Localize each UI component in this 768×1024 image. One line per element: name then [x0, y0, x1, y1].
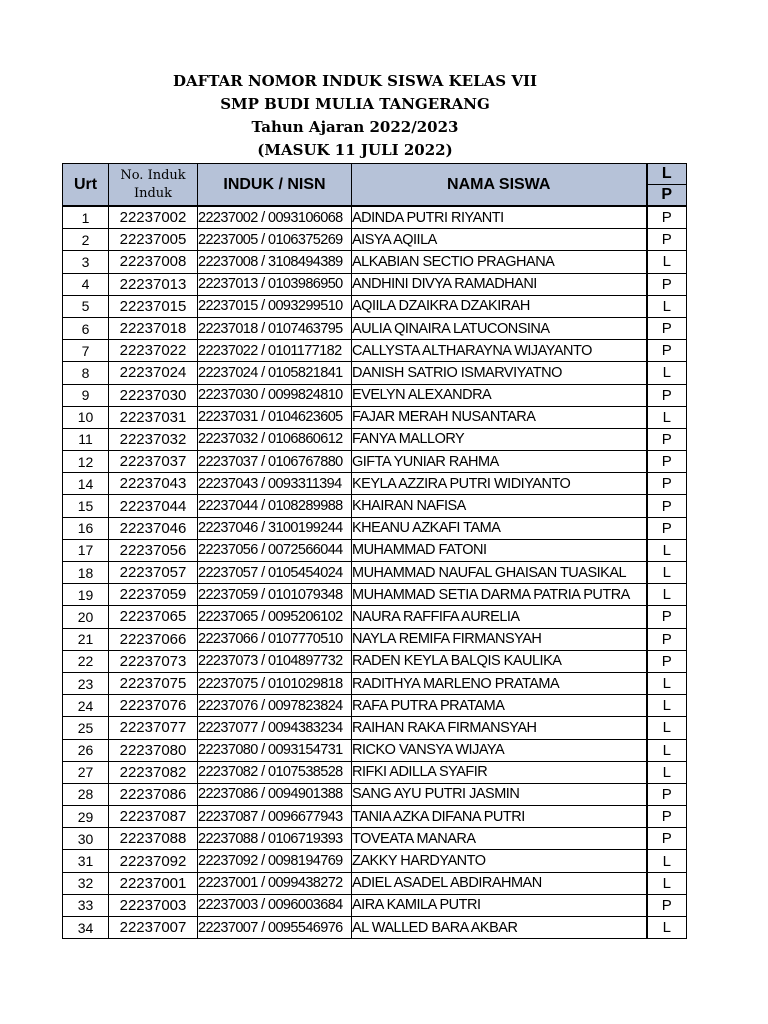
cell-no-induk: 22237076 [109, 695, 198, 717]
cell-urt: 15 [63, 495, 109, 517]
cell-no-induk: 22237075 [109, 672, 198, 694]
cell-no-induk: 22237046 [109, 517, 198, 539]
cell-nama-siswa: GIFTA YUNIAR RAHMA [352, 451, 647, 473]
cell-nama-siswa: SANG AYU PUTRI JASMIN [352, 783, 647, 805]
cell-no-induk: 22237065 [109, 606, 198, 628]
header-nama-siswa: NAMA SISWA [352, 164, 647, 207]
cell-urt: 23 [63, 672, 109, 694]
cell-induk-nisn: 22237059 / 0101079348 [198, 584, 352, 606]
cell-induk-nisn: 22237018 / 0107463795 [198, 317, 352, 339]
cell-no-induk: 22237056 [109, 539, 198, 561]
cell-no-induk: 22237003 [109, 894, 198, 916]
cell-nama-siswa: AULIA QINAIRA LATUCONSINA [352, 317, 647, 339]
cell-urt: 4 [63, 273, 109, 295]
cell-nama-siswa: DANISH SATRIO ISMARVIYATNO [352, 362, 647, 384]
cell-no-induk: 22237082 [109, 761, 198, 783]
cell-gender: P [647, 206, 687, 229]
table-row [63, 495, 687, 517]
title-line-4: (MASUK 11 JULI 2022) [257, 141, 453, 159]
cell-gender: L [647, 562, 687, 584]
cell-gender: P [647, 317, 687, 339]
cell-urt: 18 [63, 562, 109, 584]
cell-gender: P [647, 628, 687, 650]
cell-gender: L [647, 761, 687, 783]
cell-induk-nisn: 22237032 / 0106860612 [198, 428, 352, 450]
cell-urt: 21 [63, 628, 109, 650]
cell-no-induk: 22237001 [109, 872, 198, 894]
table-row [63, 739, 687, 761]
table-row [63, 473, 687, 495]
cell-nama-siswa: ADINDA PUTRI RIYANTI [352, 206, 647, 229]
cell-nama-siswa: CALLYSTA ALTHARAYNA WIJAYANTO [352, 340, 647, 362]
cell-no-induk: 22237073 [109, 650, 198, 672]
cell-gender: L [647, 362, 687, 384]
cell-induk-nisn: 22237073 / 0104897732 [198, 650, 352, 672]
cell-urt: 1 [63, 206, 109, 229]
cell-no-induk: 22237005 [109, 229, 198, 251]
cell-nama-siswa: RAFA PUTRA PRATAMA [352, 695, 647, 717]
cell-no-induk: 22237002 [109, 206, 198, 229]
cell-no-induk: 22237032 [109, 428, 198, 450]
table-row [63, 317, 687, 339]
cell-urt: 5 [63, 295, 109, 317]
cell-no-induk: 22237030 [109, 384, 198, 406]
cell-nama-siswa: EVELYN ALEXANDRA [352, 384, 647, 406]
cell-gender: P [647, 806, 687, 828]
table-row [63, 695, 687, 717]
cell-gender: L [647, 539, 687, 561]
cell-urt: 2 [63, 229, 109, 251]
table-row [63, 650, 687, 672]
cell-induk-nisn: 22237044 / 0108289988 [198, 495, 352, 517]
cell-nama-siswa: ZAKKY HARDYANTO [352, 850, 647, 872]
header-l: L [647, 164, 687, 185]
cell-no-induk: 22237057 [109, 562, 198, 584]
table-row [63, 206, 687, 229]
cell-gender: P [647, 517, 687, 539]
cell-induk-nisn: 22237008 / 3108494389 [198, 251, 352, 273]
cell-nama-siswa: MUHAMMAD NAUFAL GHAISAN TUASIKAL [352, 562, 647, 584]
student-table [62, 163, 687, 939]
table-row [63, 517, 687, 539]
cell-no-induk: 22237024 [109, 362, 198, 384]
cell-nama-siswa: RICKO VANSYA WIJAYA [352, 739, 647, 761]
cell-urt: 22 [63, 650, 109, 672]
cell-nama-siswa: ALKABIAN SECTIO PRAGHANA [352, 251, 647, 273]
table-row [63, 894, 687, 916]
cell-urt: 6 [63, 317, 109, 339]
header-urt: Urt [63, 164, 109, 207]
cell-gender: P [647, 340, 687, 362]
cell-induk-nisn: 22237092 / 0098194769 [198, 850, 352, 872]
cell-nama-siswa: AL WALLED BARA AKBAR [352, 917, 647, 939]
cell-gender: L [647, 695, 687, 717]
table-row [63, 251, 687, 273]
cell-no-induk: 22237008 [109, 251, 198, 273]
cell-induk-nisn: 22237080 / 0093154731 [198, 739, 352, 761]
table-row [63, 340, 687, 362]
cell-no-induk: 22237059 [109, 584, 198, 606]
cell-induk-nisn: 22237037 / 0106767880 [198, 451, 352, 473]
cell-urt: 27 [63, 761, 109, 783]
cell-induk-nisn: 22237046 / 3100199244 [198, 517, 352, 539]
cell-gender: L [647, 850, 687, 872]
cell-urt: 16 [63, 517, 109, 539]
cell-urt: 29 [63, 806, 109, 828]
cell-gender: P [647, 229, 687, 251]
cell-induk-nisn: 22237057 / 0105454024 [198, 562, 352, 584]
cell-gender: P [647, 495, 687, 517]
cell-no-induk: 22237092 [109, 850, 198, 872]
cell-nama-siswa: AQIILA DZAIKRA DZAKIRAH [352, 295, 647, 317]
table-row [63, 806, 687, 828]
cell-nama-siswa: NAYLA REMIFA FIRMANSYAH [352, 628, 647, 650]
cell-no-induk: 22237015 [109, 295, 198, 317]
cell-nama-siswa: RAIHAN RAKA FIRMANSYAH [352, 717, 647, 739]
table-row [63, 362, 687, 384]
cell-induk-nisn: 22237003 / 0096003684 [198, 894, 352, 916]
cell-urt: 34 [63, 917, 109, 939]
cell-gender: P [647, 783, 687, 805]
cell-nama-siswa: AISYA AQIILA [352, 229, 647, 251]
cell-urt: 7 [63, 340, 109, 362]
cell-gender: L [647, 295, 687, 317]
cell-urt: 24 [63, 695, 109, 717]
cell-urt: 31 [63, 850, 109, 872]
cell-urt: 26 [63, 739, 109, 761]
cell-no-induk: 22237086 [109, 783, 198, 805]
table-row [63, 384, 687, 406]
cell-induk-nisn: 22237024 / 0105821841 [198, 362, 352, 384]
cell-nama-siswa: FAJAR MERAH NUSANTARA [352, 406, 647, 428]
table-row [63, 628, 687, 650]
cell-urt: 17 [63, 539, 109, 561]
cell-urt: 12 [63, 451, 109, 473]
cell-urt: 11 [63, 428, 109, 450]
table-row [63, 295, 687, 317]
cell-gender: L [647, 584, 687, 606]
cell-urt: 20 [63, 606, 109, 628]
cell-induk-nisn: 22237075 / 0101029818 [198, 672, 352, 694]
table-row [63, 672, 687, 694]
cell-induk-nisn: 22237077 / 0094383234 [198, 717, 352, 739]
cell-nama-siswa: KHAIRAN NAFISA [352, 495, 647, 517]
cell-no-induk: 22237077 [109, 717, 198, 739]
header-no-induk: No. Induk Induk [109, 164, 198, 207]
title-line-3: Tahun Ajaran 2022/2023 [251, 118, 459, 136]
cell-induk-nisn: 22237013 / 0103986950 [198, 273, 352, 295]
cell-nama-siswa: KHEANU AZKAFI TAMA [352, 517, 647, 539]
table-row [63, 828, 687, 850]
cell-no-induk: 22237080 [109, 739, 198, 761]
cell-gender: P [647, 384, 687, 406]
cell-gender: P [647, 428, 687, 450]
cell-gender: L [647, 872, 687, 894]
cell-nama-siswa: RIFKI ADILLA SYAFIR [352, 761, 647, 783]
cell-no-induk: 22237031 [109, 406, 198, 428]
cell-nama-siswa: ANDHINI DIVYA RAMADHANI [352, 273, 647, 295]
table-row [63, 584, 687, 606]
cell-induk-nisn: 22237015 / 0093299510 [198, 295, 352, 317]
document-title-block [0, 70, 710, 162]
cell-induk-nisn: 22237031 / 0104623605 [198, 406, 352, 428]
cell-nama-siswa: RADEN KEYLA BALQIS KAULIKA [352, 650, 647, 672]
cell-gender: L [647, 406, 687, 428]
cell-nama-siswa: MUHAMMAD FATONI [352, 539, 647, 561]
cell-induk-nisn: 22237086 / 0094901388 [198, 783, 352, 805]
cell-gender: P [647, 828, 687, 850]
cell-induk-nisn: 22237002 / 0093106068 [198, 206, 352, 229]
cell-nama-siswa: KEYLA AZZIRA PUTRI WIDIYANTO [352, 473, 647, 495]
cell-no-induk: 22237037 [109, 451, 198, 473]
header-p: P [647, 185, 687, 207]
table-row [63, 273, 687, 295]
cell-nama-siswa: NAURA RAFFIFA AURELIA [352, 606, 647, 628]
cell-gender: P [647, 273, 687, 295]
cell-gender: L [647, 251, 687, 273]
cell-nama-siswa: AIRA KAMILA PUTRI [352, 894, 647, 916]
cell-induk-nisn: 22237065 / 0095206102 [198, 606, 352, 628]
cell-gender: P [647, 894, 687, 916]
cell-urt: 10 [63, 406, 109, 428]
cell-no-induk: 22237043 [109, 473, 198, 495]
cell-induk-nisn: 22237066 / 0107770510 [198, 628, 352, 650]
cell-gender: P [647, 606, 687, 628]
cell-no-induk: 22237007 [109, 917, 198, 939]
table-row [63, 562, 687, 584]
header-induk-nisn: INDUK / NISN [198, 164, 352, 207]
table-row [63, 783, 687, 805]
cell-nama-siswa: RADITHYA MARLENO PRATAMA [352, 672, 647, 694]
title-line-1: DAFTAR NOMOR INDUK SISWA KELAS VII [173, 72, 537, 90]
cell-urt: 8 [63, 362, 109, 384]
cell-no-induk: 22237018 [109, 317, 198, 339]
cell-urt: 30 [63, 828, 109, 850]
table-row [63, 428, 687, 450]
cell-gender: L [647, 917, 687, 939]
table-row [63, 606, 687, 628]
cell-urt: 14 [63, 473, 109, 495]
table-row [63, 229, 687, 251]
cell-no-induk: 22237044 [109, 495, 198, 517]
cell-urt: 33 [63, 894, 109, 916]
cell-urt: 9 [63, 384, 109, 406]
cell-nama-siswa: FANYA MALLORY [352, 428, 647, 450]
table-row [63, 761, 687, 783]
cell-gender: L [647, 717, 687, 739]
cell-induk-nisn: 22237076 / 0097823824 [198, 695, 352, 717]
cell-urt: 3 [63, 251, 109, 273]
cell-nama-siswa: ADIEL ASADEL ABDIRAHMAN [352, 872, 647, 894]
cell-gender: L [647, 672, 687, 694]
cell-urt: 25 [63, 717, 109, 739]
cell-induk-nisn: 22237022 / 0101177182 [198, 340, 352, 362]
title-line-2: SMP BUDI MULIA TANGERANG [220, 95, 490, 113]
table-row [63, 872, 687, 894]
cell-induk-nisn: 22237087 / 0096677943 [198, 806, 352, 828]
cell-nama-siswa: TOVEATA MANARA [352, 828, 647, 850]
table-row [63, 850, 687, 872]
cell-urt: 19 [63, 584, 109, 606]
cell-no-induk: 22237088 [109, 828, 198, 850]
table-row [63, 539, 687, 561]
cell-nama-siswa: MUHAMMAD SETIA DARMA PATRIA PUTRA [352, 584, 647, 606]
cell-urt: 32 [63, 872, 109, 894]
table-row [63, 406, 687, 428]
cell-nama-siswa: TANIA AZKA DIFANA PUTRI [352, 806, 647, 828]
cell-urt: 28 [63, 783, 109, 805]
cell-no-induk: 22237022 [109, 340, 198, 362]
table-row [63, 917, 687, 939]
cell-gender: P [647, 473, 687, 495]
cell-induk-nisn: 22237043 / 0093311394 [198, 473, 352, 495]
student-rows [63, 206, 687, 939]
cell-induk-nisn: 22237082 / 0107538528 [198, 761, 352, 783]
cell-gender: P [647, 650, 687, 672]
cell-induk-nisn: 22237056 / 0072566044 [198, 539, 352, 561]
cell-no-induk: 22237087 [109, 806, 198, 828]
cell-gender: P [647, 451, 687, 473]
cell-no-induk: 22237066 [109, 628, 198, 650]
table-row [63, 717, 687, 739]
table-row [63, 451, 687, 473]
cell-induk-nisn: 22237088 / 0106719393 [198, 828, 352, 850]
cell-induk-nisn: 22237030 / 0099824810 [198, 384, 352, 406]
cell-gender: L [647, 739, 687, 761]
cell-induk-nisn: 22237001 / 0099438272 [198, 872, 352, 894]
cell-induk-nisn: 22237007 / 0095546976 [198, 917, 352, 939]
cell-induk-nisn: 22237005 / 0106375269 [198, 229, 352, 251]
cell-no-induk: 22237013 [109, 273, 198, 295]
